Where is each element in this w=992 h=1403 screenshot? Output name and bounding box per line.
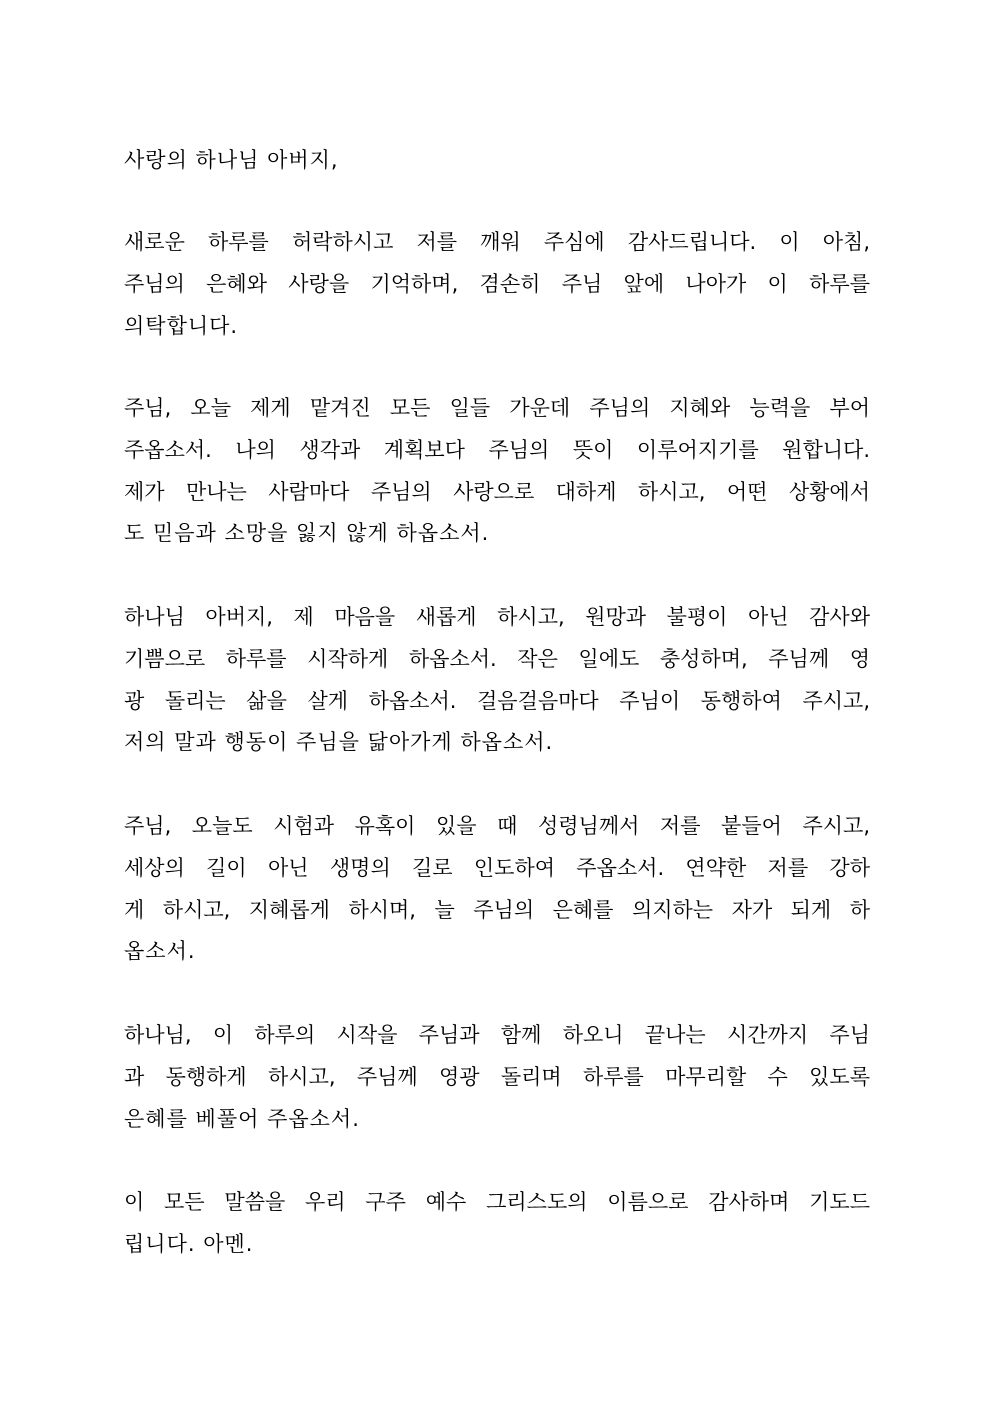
paragraph-line: 의탁합니다. (124, 313, 239, 338)
salutation: 사랑의 하나님 아버지, (124, 148, 339, 172)
paragraph-1 (124, 222, 870, 347)
paragraph-5 (124, 1015, 870, 1140)
paragraph-line: 하나님, 이 하루의 시작을 주님과 함께 하오니 끝나는 시간까지 주님 (124, 1023, 870, 1047)
paragraph-line: 하나님 아버지, 제 마음을 새롭게 하시고, 원망과 불평이 아닌 감사와 (124, 605, 870, 629)
paragraph-line: 주님의 은혜와 사랑을 기억하며, 겸손히 주님 앞에 나아가 이 하루를 (124, 271, 870, 296)
paragraph-line: 도 믿음과 소망을 잃지 않게 하옵소서. (124, 521, 490, 546)
paragraph-line: 주님, 오늘 제게 맡겨진 모든 일들 가운데 주님의 지혜와 능력을 부어 (124, 396, 870, 420)
paragraph-2 (124, 388, 870, 555)
paragraph-line: 옵소서. (124, 939, 196, 964)
paragraph-line: 광 돌리는 삶을 살게 하옵소서. 걸음걸음마다 주님이 동행하여 주시고, (124, 688, 870, 713)
paragraph-line: 새로운 하루를 허락하시고 저를 깨워 주심에 감사드립니다. 이 아침, (124, 230, 870, 254)
paragraph-line: 주님, 오늘도 시험과 유혹이 있을 때 성령님께서 저를 붙들어 주시고, (124, 814, 870, 838)
paragraph-line: 과 동행하게 하시고, 주님께 영광 돌리며 하루를 마무리할 수 있도록 (124, 1064, 870, 1089)
paragraph-3 (124, 597, 870, 764)
paragraph-line: 이 모든 말씀을 우리 구주 예수 그리스도의 이름으로 감사하며 기도드 (124, 1190, 870, 1214)
paragraph-line: 게 하시고, 지혜롭게 하시며, 늘 주님의 은혜를 의지하는 자가 되게 하 (124, 897, 870, 922)
paragraph-line: 저의 말과 행동이 주님을 닮아가게 하옵소서. (124, 730, 554, 755)
paragraph-6 (124, 1182, 870, 1266)
paragraph-line: 세상의 길이 아닌 생명의 길로 인도하여 주옵소서. 연약한 저를 강하 (124, 855, 870, 880)
paragraph-line: 은혜를 베풀어 주옵소서. (124, 1106, 360, 1131)
paragraph-line: 립니다. 아멘. (124, 1231, 254, 1256)
paragraph-line: 주옵소서. 나의 생각과 계획보다 주님의 뜻이 이루어지기를 원합니다. (124, 437, 870, 462)
paragraph-4 (124, 806, 870, 973)
paragraph-line: 기쁨으로 하루를 시작하게 하옵소서. 작은 일에도 충성하며, 주님께 영 (124, 646, 870, 671)
paragraph-line: 제가 만나는 사람마다 주님의 사랑으로 대하게 하시고, 어떤 상황에서 (124, 479, 870, 504)
